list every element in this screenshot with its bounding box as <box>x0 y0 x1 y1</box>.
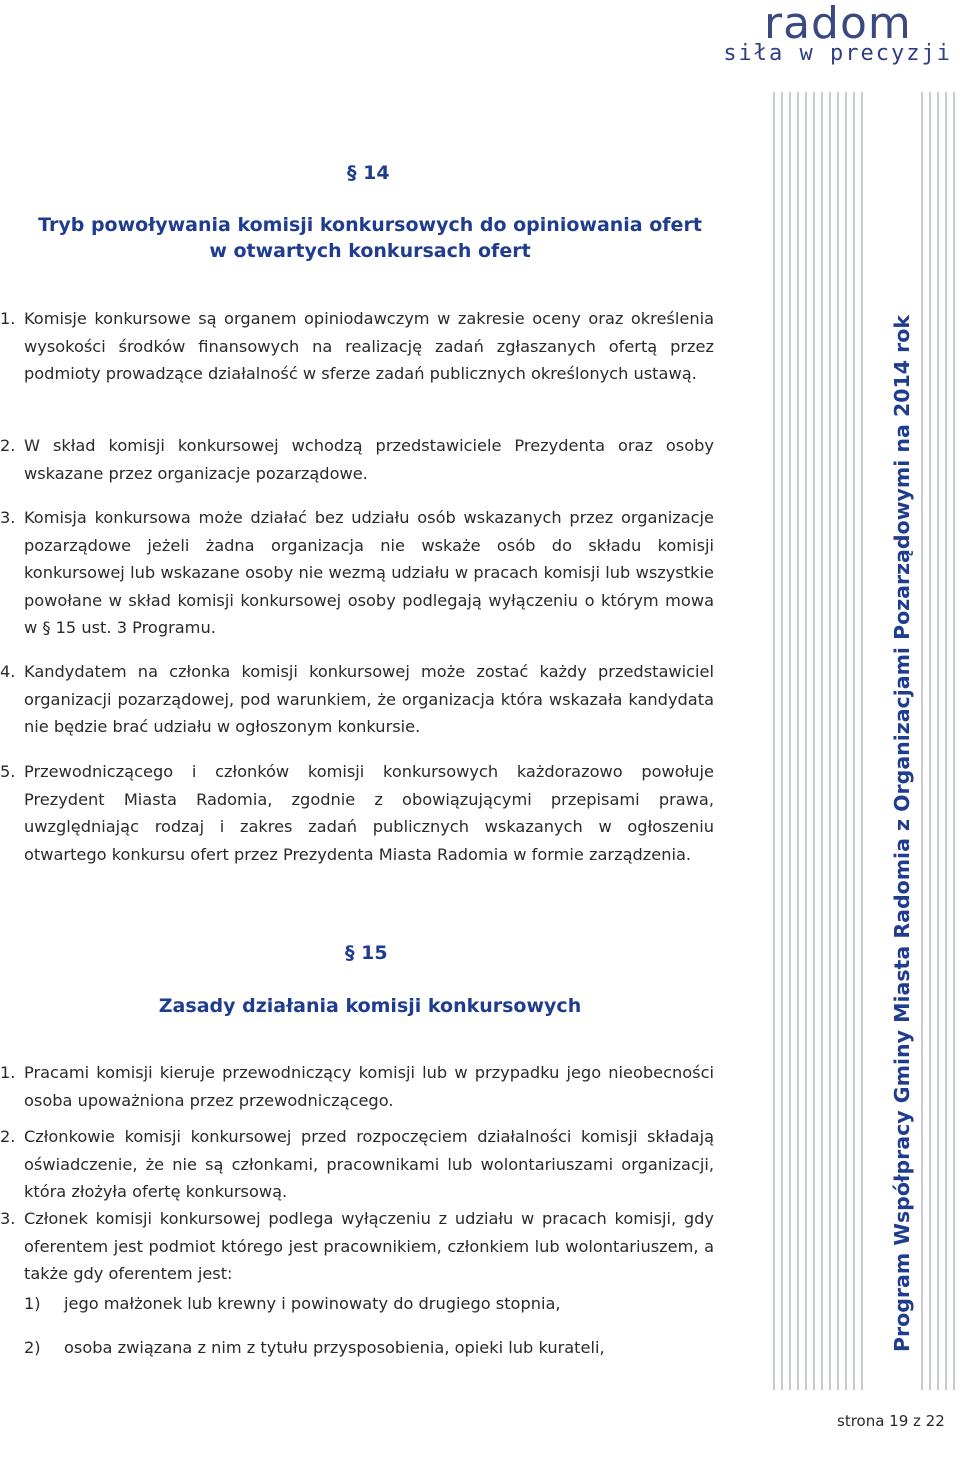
section-15-mark <box>345 942 388 964</box>
radom-logo <box>723 0 954 70</box>
s14-item-5 <box>0 758 714 868</box>
item-text: Komisje konkursowe są organem opiniodawczym w zakresie oceny oraz określenia wysokości środków finansowych na realizację zadań zgłaszanych ofertą przez podmioty prowadzące działalność w sferze zadań publicznych określonych ustawą. <box>24 309 714 383</box>
decorative-stripes <box>773 92 960 1390</box>
item-text: Komisja konkursowa może działać bez udziału osób wskazanych przez organizacje pozarządowe jeżeli żadna organizacja nie wskaże osób do składu komisji konkursowej lub wskazane osoby nie wezmą udziału w pracach komisji lub wszystkie powołane w skład komisji konkursowej osoby podlegają wyłączeniu o którym mowa w § 15 ust. 3 Programu. <box>24 508 714 637</box>
item-text: Kandydatem na członka komisji konkursowej może zostać każdy przedstawiciel organizacji pozarządowej, pod warunkiem, że organizacja która wskazała kandydata nie będzie brać udziału w ogłoszonym konkursie. <box>24 662 714 736</box>
logo-wordmark: radom <box>764 0 912 49</box>
s14-item-1 <box>0 305 714 388</box>
s14-item-3 <box>0 504 714 642</box>
subitem-number: 1) <box>24 1294 41 1313</box>
item-text: Pracami komisji kieruje przewodniczący komisji lub w przypadku jego nieobecności osoba upoważniona przez przewodniczącego. <box>24 1063 714 1110</box>
section-15-mark-text: § 15 <box>345 942 388 964</box>
s15-item-2 <box>0 1123 714 1206</box>
s14-item-4 <box>0 658 714 741</box>
subitem-number: 2) <box>24 1338 41 1357</box>
item-number: 4. <box>0 662 16 681</box>
section-14-heading-line2: w otwartych konkursach ofert <box>209 240 531 262</box>
item-number: 5. <box>0 762 16 781</box>
section-14-mark <box>347 162 390 184</box>
section-15-heading: Zasady działania komisji konkursowych <box>158 995 582 1017</box>
section-14-heading <box>20 212 720 264</box>
s15-item-3 <box>0 1205 714 1288</box>
item-text: Członek komisji konkursowej podlega wyłączeniu z udziału w pracach komisji, gdy oferentem jest podmiot którego jest pracownikiem, członkiem lub wolontariuszem, a także gdy oferentem jest: <box>24 1209 714 1283</box>
item-number: 3. <box>0 1209 16 1228</box>
item-number: 2. <box>0 1127 16 1146</box>
subitem-text: osoba związana z nim z tytułu przysposobienia, opieki lub kurateli, <box>64 1338 605 1357</box>
subitem-text: jego małżonek lub krewny i powinowaty do drugiego stopnia, <box>64 1294 561 1313</box>
logo-tagline: siła w precyzji <box>723 41 952 66</box>
item-number: 1. <box>0 309 16 328</box>
item-text: Przewodniczącego i członków komisji konkursowych każdorazowo powołuje Prezydent Miasta Radomia, zgodnie z obowiązującymi przepisami prawa, uwzględniając rodzaj i zakres zadań publicznych wskazanych w ogłoszeniu otwartego konkursu ofert przez Prezydenta Miasta Radomia w formie zarządzenia. <box>24 762 714 864</box>
s14-item-2 <box>0 432 714 487</box>
side-program-title: Program Współpracy Gminy Miasta Radomia z Organizacjami Pozarządowymi na 2014 rok <box>890 314 914 1352</box>
item-number: 3. <box>0 508 16 527</box>
section-14-heading-line1: Tryb powoływania komisji konkursowych do opiniowania ofert <box>38 214 702 236</box>
item-text: Członkowie komisji konkursowej przed rozpoczęciem działalności komisji składają oświadczenie, że nie są członkami, pracownikami lub wolontariuszami organizacji, która złożyła ofertę konkursową. <box>24 1127 714 1201</box>
s15-item-1 <box>0 1059 714 1114</box>
item-number: 2. <box>0 436 16 455</box>
section-14-mark-text: § 14 <box>347 162 390 184</box>
item-number: 1. <box>0 1063 16 1082</box>
page-number: strona 19 z 22 <box>837 1412 945 1430</box>
item-text: W skład komisji konkursowej wchodzą przedstawiciele Prezydenta oraz osoby wskazane przez organizacje pozarządowe. <box>24 436 714 483</box>
